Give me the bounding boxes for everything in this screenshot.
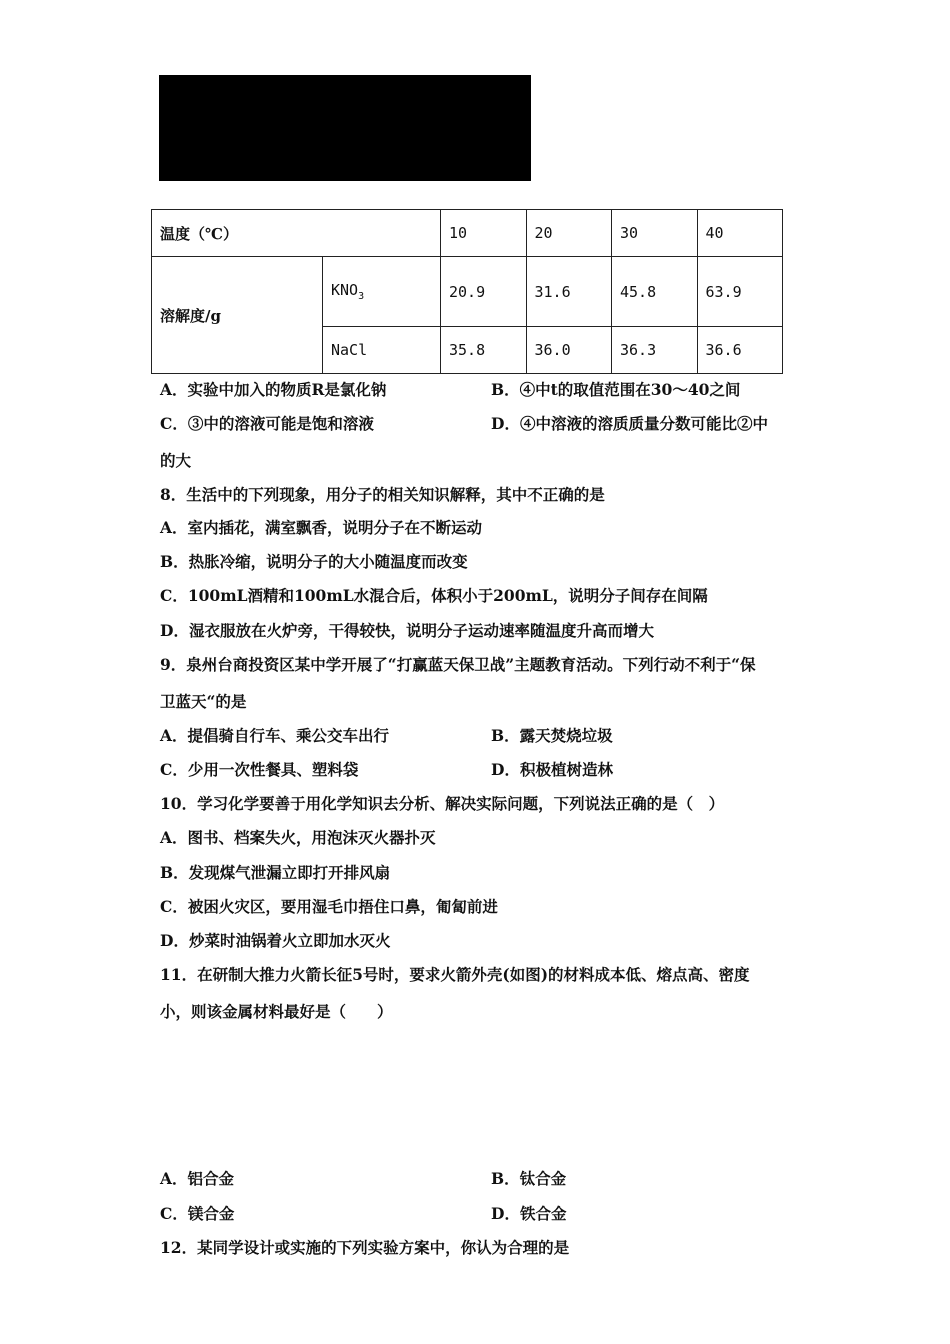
table-row-kno3 [152,257,783,327]
q7-option-a: A．实验中加入的物质R是氯化钠 [160,380,387,399]
nacl-cell: 36.3 [612,327,698,374]
q9-option-d: D．积极植树造林 [491,760,613,779]
q8-option-b: B．热胀冷缩，说明分子的大小随温度而改变 [160,552,468,571]
q11-option-b: B．钛合金 [491,1169,567,1188]
kno3-cell: 20.9 [441,257,527,327]
q12-stem: 12．某同学设计或实施的下列实验方案中，你认为合理的是 [160,1238,570,1257]
q10-option-b: B．发现煤气泄漏立即打开排风扇 [160,863,391,882]
table-row-temperature [152,210,783,257]
q11-stem: 11．在研制大推力火箭长征5号时，要求火箭外壳(如图)的材料成本低、熔点高、密度 [160,965,750,984]
q7-option-d-continued: 的大 [160,451,192,470]
q8-option-d: D．湿衣服放在火炉旁，干得较快，说明分子运动速率随温度升高而增大 [160,621,654,640]
q8-stem: 8．生活中的下列现象，用分子的相关知识解释，其中不正确的是 [160,485,605,504]
q10-stem: 10．学习化学要善于用化学知识去分析、解决实际问题，下列说法正确的是（ ） [160,794,725,813]
q9-stem: 9．泉州台商投资区某中学开展了“打赢蓝天保卫战”主题教育活动。下列行动不利于“保 [160,655,756,674]
q11-option-c: C．镁合金 [160,1204,235,1223]
kno3-cell: 45.8 [612,257,698,327]
q7-option-b: B．④中t的取值范围在30～40之间 [491,380,741,399]
solubility-table [151,209,783,374]
q8-option-a: A．室内插花，满室飘香，说明分子在不断运动 [160,518,483,537]
temp-header: 温度（℃） [152,210,441,257]
q11-option-d: D．铁合金 [491,1204,567,1223]
q11-option-a: A．铝合金 [160,1169,235,1188]
solubility-header: 溶解度/g [152,257,323,374]
q8-option-c: C．100mL酒精和100mL水混合后，体积小于200mL，说明分子间存在间隔 [160,586,708,605]
q9-stem-continued: 卫蓝天“的是 [160,692,247,711]
q9-option-c: C．少用一次性餐具、塑料袋 [160,760,359,779]
q7-option-c: C．③中的溶液可能是饱和溶液 [160,414,374,433]
nacl-cell: 35.8 [441,327,527,374]
kno3-label: $KNO_3$ [323,257,441,327]
q10-option-d: D．炒菜时油锅着火立即加水灭火 [160,931,391,950]
q10-option-a: A．图书、档案失火，用泡沫灭火器扑灭 [160,828,436,847]
q9-option-a: A．提倡骑自行车、乘公交车出行 [160,726,390,745]
temp-cell: 10 [441,210,527,257]
q10-option-c: C．被困火灾区，要用湿毛巾捂住口鼻，匍匐前进 [160,897,498,916]
redacted-block [159,75,531,181]
nacl-label: NaCl [323,327,441,374]
temp-cell: 20 [526,210,612,257]
nacl-cell: 36.0 [526,327,612,374]
kno3-cell: 63.9 [697,257,783,327]
kno3-cell: 31.6 [526,257,612,327]
nacl-cell: 36.6 [697,327,783,374]
temp-cell: 30 [612,210,698,257]
q9-option-b: B．露天焚烧垃圾 [491,726,613,745]
temp-cell: 40 [697,210,783,257]
q11-stem-continued: 小，则该金属材料最好是（ ） [160,1002,393,1021]
q7-option-d: D．④中溶液的溶质质量分数可能比②中 [491,414,768,433]
